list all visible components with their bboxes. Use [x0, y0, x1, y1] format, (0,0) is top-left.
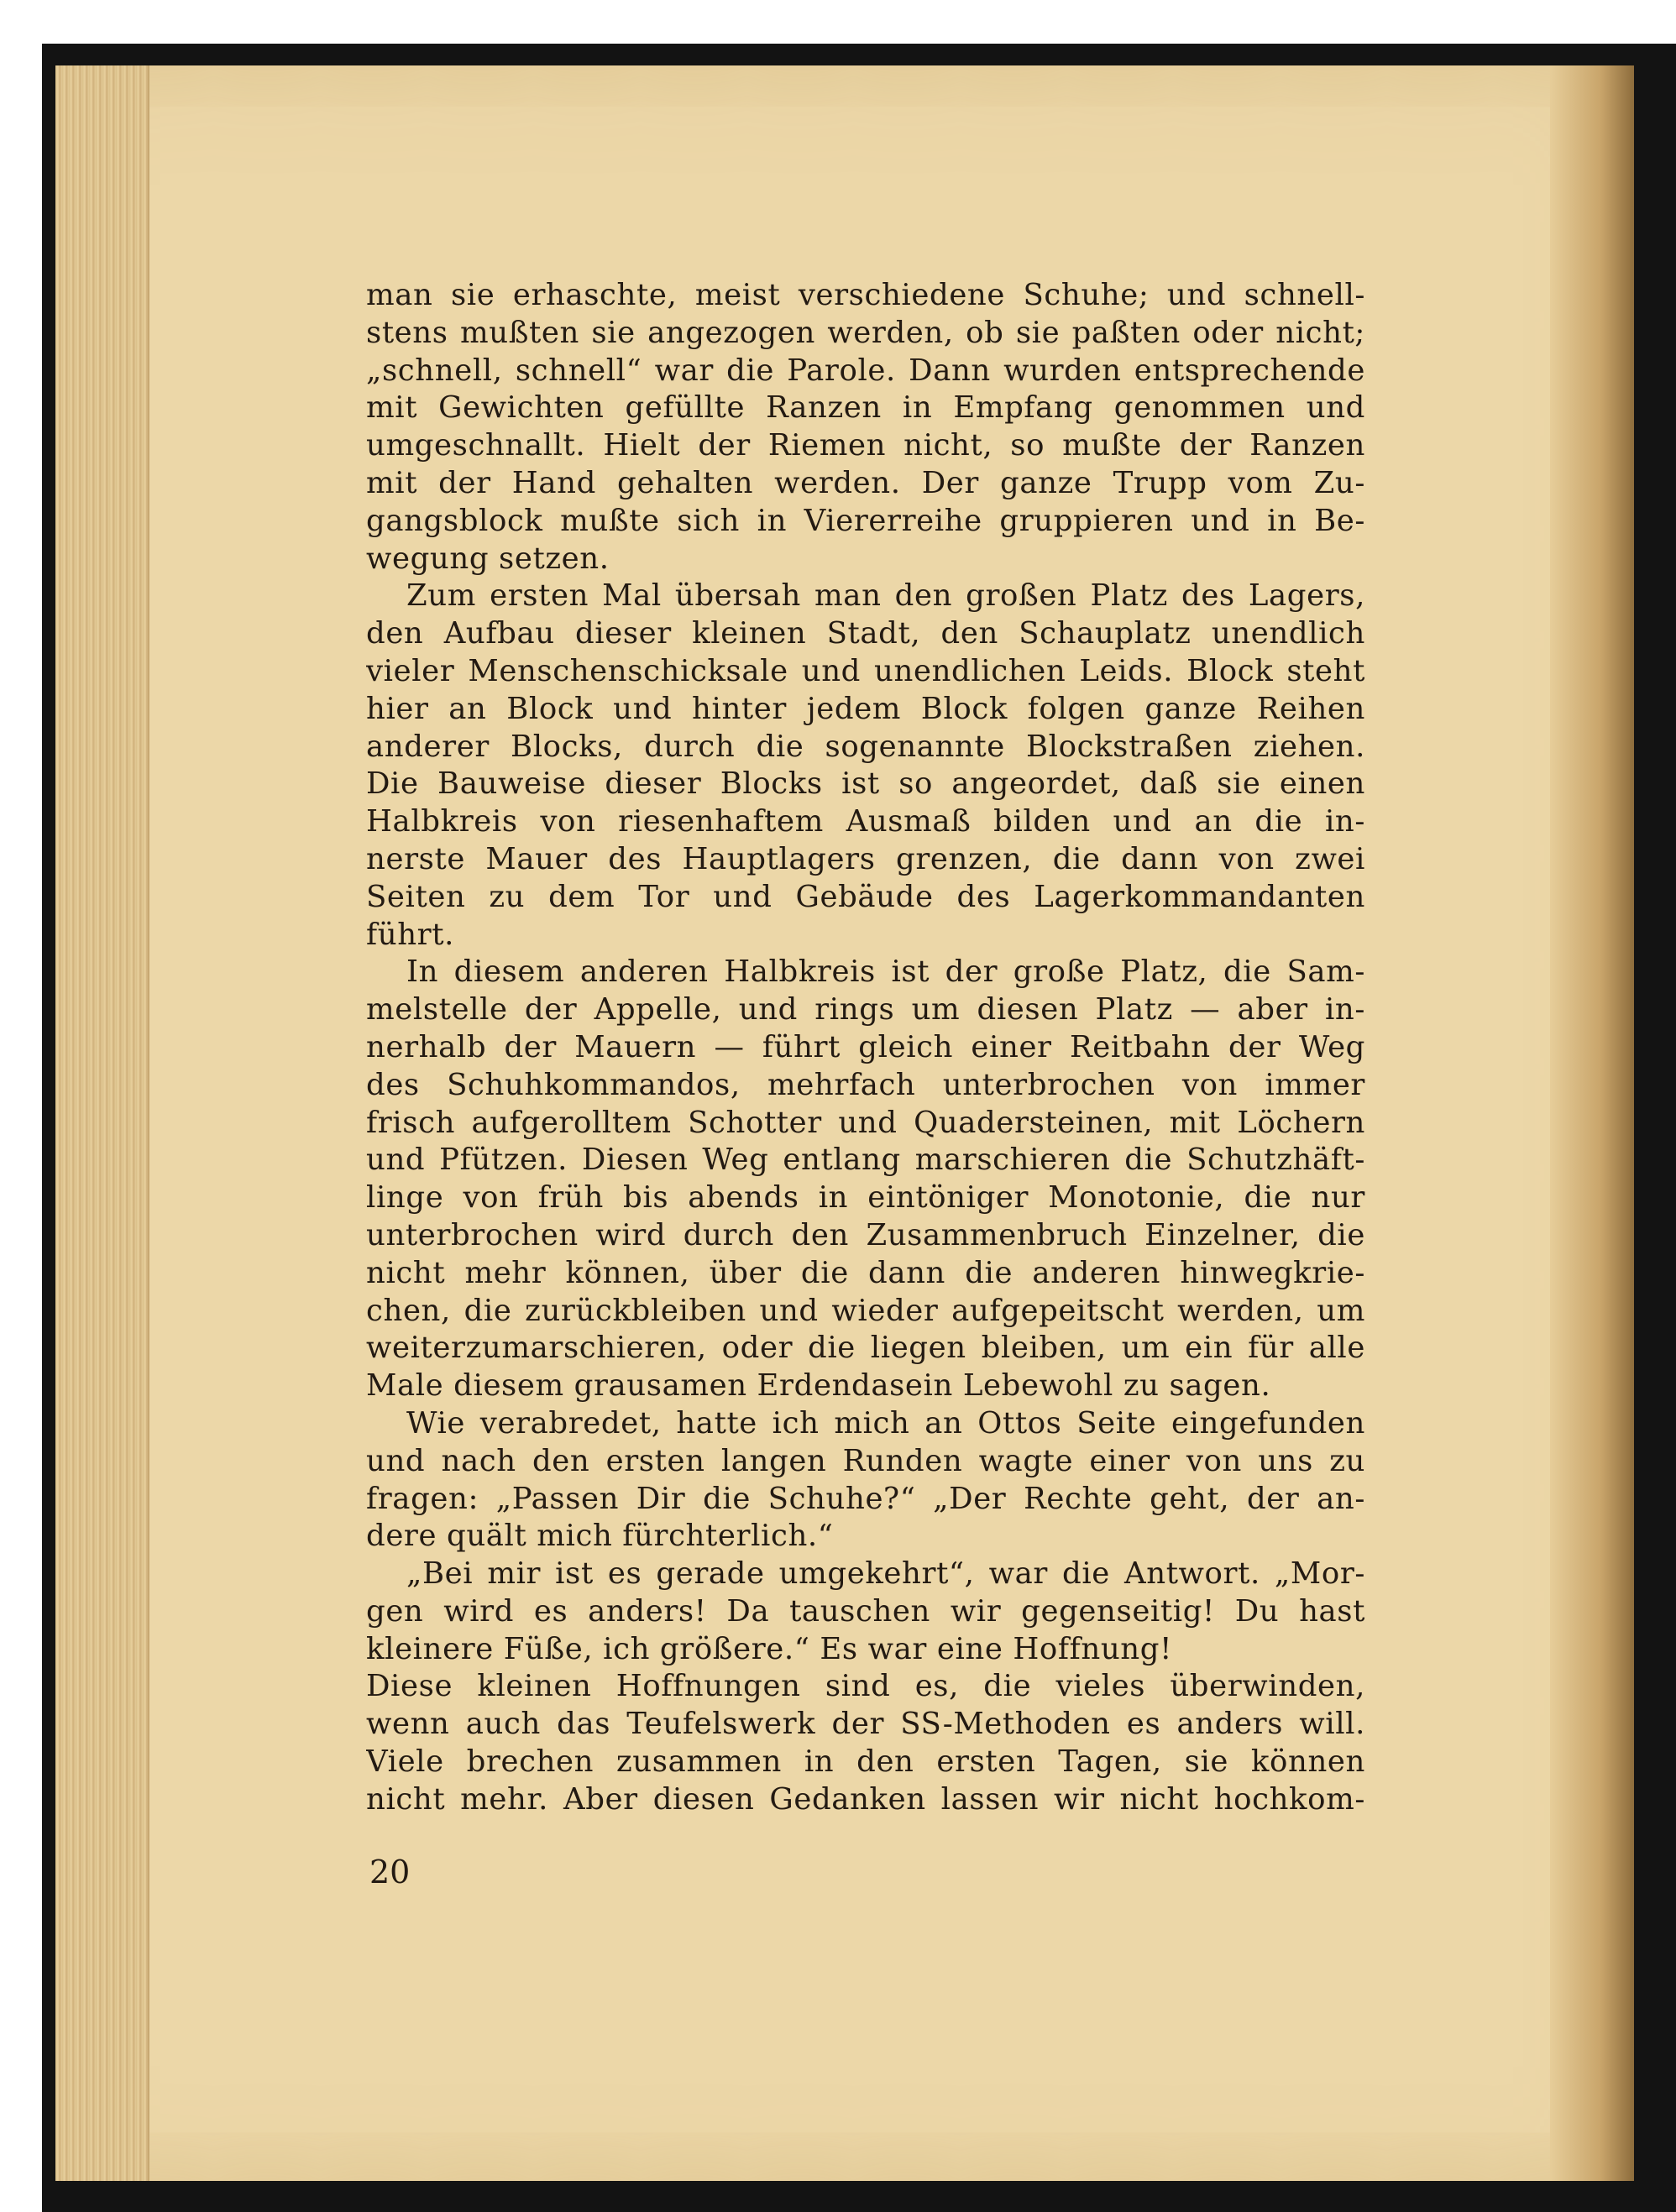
text-line: umgeschnallt. Hielt der Riemen nicht, so mußte der Ranzen [366, 428, 1365, 463]
text-line: mit Gewichten gefüllte Ranzen in Empfang genommen und [366, 390, 1365, 426]
text-line: anderer Blocks, durch die sogenannte Blockstraßen ziehen. [366, 729, 1365, 764]
text-line: stens mußten sie angezogen werden, ob sie paßten oder nicht; [366, 315, 1365, 350]
text-line: unterbrochen wird durch den Zusammenbruch Einzelner, die [366, 1217, 1365, 1252]
text-line: In diesem anderen Halbkreis ist der große Platz, die Sam- [406, 954, 1365, 990]
text-line: chen, die zurückbleiben und wieder aufgepeitscht werden, um [366, 1293, 1365, 1328]
text-line: nerhalb der Mauern — führt gleich einer Reitbahn der Weg [366, 1029, 1365, 1064]
text-line: wenn auch das Teufelswerk der SS-Methoden es anders will. [366, 1707, 1365, 1742]
text-line: gangsblock mußte sich in Viererreihe gruppieren und in Be- [366, 503, 1365, 538]
text-line: nicht mehr können, über die dann die anderen hinwegkrie- [366, 1255, 1365, 1290]
text-line: Diese kleinen Hoffnungen sind es, die vieles überwinden, [366, 1669, 1365, 1704]
text-line: man sie erhaschte, meist verschiedene Schuhe; und schnell- [366, 278, 1365, 312]
text-line: dere quält mich fürchterlich.“ [366, 1519, 834, 1554]
text-line: und Pfützen. Diesen Weg entlang marschieren die Schutzhäft- [366, 1143, 1365, 1178]
text-line: Zum ersten Mal übersah man den großen Platz des Lagers, [406, 578, 1365, 614]
text-line: fragen: „Passen Dir die Schuhe?“ „Der Rechte geht, der an- [366, 1481, 1365, 1516]
text-line: Halbkreis von riesenhaftem Ausmaß bilden und an die in- [366, 804, 1365, 839]
text-line: „Bei mir ist es gerade umgekehrt“, war die Antwort. „Mor- [406, 1556, 1365, 1592]
text-line: melstelle der Appelle, und rings um diesen Platz — aber in- [366, 992, 1365, 1028]
text-line: des Schuhkommandos, mehrfach unterbrochen von immer [366, 1067, 1365, 1102]
text-line: Wie verabredet, hatte ich mich an Ottos Seite eingefunden [406, 1405, 1365, 1441]
text-line: nerste Mauer des Hauptlagers grenzen, die dann von zwei [366, 841, 1365, 876]
text-line: Viele brechen zusammen in den ersten Tagen, sie können [366, 1744, 1365, 1780]
text-line: mit der Hand gehalten werden. Der ganze Trupp vom Zu- [366, 465, 1365, 500]
body-text [366, 277, 1365, 1819]
text-line: vieler Menschenschicksale und unendlichen Leids. Block steht [366, 653, 1365, 688]
text-line: weiterzumarschieren, oder die liegen bleiben, um ein für alle [366, 1331, 1365, 1366]
text-line: Male diesem grausamen Erdendasein Lebewohl zu sagen. [366, 1368, 1271, 1404]
page-stack-edge [55, 65, 149, 2181]
text-line: kleinere Füße, ich größere.“ Es war eine Hoffnung! [366, 1631, 1172, 1666]
text-line: Die Bauweise dieser Blocks ist so angeordet, daß sie einen [366, 766, 1365, 802]
text-line: wegung setzen. [366, 541, 610, 576]
text-line: nicht mehr. Aber diesen Gedanken lassen wir nicht hochkom- [366, 1781, 1365, 1817]
text-line: „schnell, schnell“ war die Parole. Dann wurden entsprechende [366, 353, 1365, 388]
text-line: linge von früh bis abends in eintöniger Monotonie, die nur [366, 1180, 1365, 1216]
text-line: hier an Block und hinter jedem Block folgen ganze Reihen [366, 691, 1365, 726]
text-line: und nach den ersten langen Runden wagte einer von uns zu [366, 1443, 1365, 1478]
text-line: den Aufbau dieser kleinen Stadt, den Schauplatz unendlich [366, 616, 1365, 651]
text-line: gen wird es anders! Da tauschen wir gegenseitig! Du hast [366, 1593, 1365, 1629]
text-line: führt. [366, 917, 454, 952]
text-line: Seiten zu dem Tor und Gebäude des Lagerkommandanten [366, 879, 1365, 914]
text-line: frisch aufgerolltem Schotter und Quadersteinen, mit Löchern [366, 1105, 1365, 1140]
page-number: 20 [369, 1854, 411, 1890]
book-gutter [1550, 65, 1634, 2181]
